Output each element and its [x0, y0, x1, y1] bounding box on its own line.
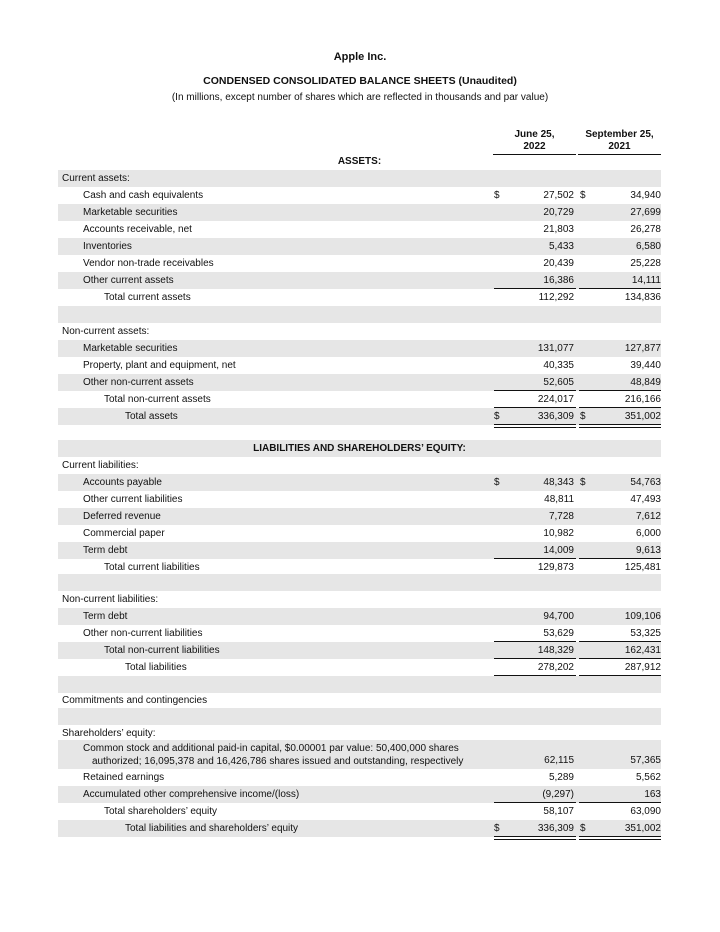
value-september-2021: 26,278 [630, 224, 661, 235]
value-june-2022: 48,343 [543, 477, 574, 488]
value-june-2022: 27,502 [543, 190, 574, 201]
value-september-2021: 6,000 [635, 528, 661, 539]
value-september-2021: 53,325 [630, 628, 661, 639]
value-september-2021: 6,580 [635, 241, 661, 252]
section-heading: LIABILITIES AND SHAREHOLDERS’ EQUITY: [253, 443, 466, 454]
value-september-2021: 7,612 [635, 511, 661, 522]
value-september-2021: 63,090 [630, 806, 661, 817]
row-label: Commitments and contingencies [62, 695, 208, 706]
table-row [58, 708, 661, 725]
table-row [58, 692, 661, 709]
value-june-2022: 10,982 [543, 528, 574, 539]
table-row [58, 238, 661, 255]
currency-symbol: $ [580, 190, 586, 201]
row-label: Other non-current assets [83, 377, 194, 388]
value-september-2021: 127,877 [624, 343, 661, 354]
value-june-2022: 131,077 [537, 343, 574, 354]
table-row [58, 740, 661, 769]
value-september-2021: 47,493 [630, 494, 661, 505]
row-label: Total liabilities and shareholders’ equity [125, 823, 299, 834]
column-header-label: September 25, 2021 [585, 129, 654, 152]
row-label: Total non-current liabilities [104, 645, 220, 656]
row-label: Total assets [125, 411, 178, 422]
row-label: Total liabilities [125, 662, 187, 673]
currency-symbol: $ [580, 477, 586, 488]
row-label: Total shareholders’ equity [104, 806, 218, 817]
currency-symbol: $ [580, 823, 586, 834]
value-september-2021: 351,002 [624, 411, 661, 422]
value-june-2022: 129,873 [537, 562, 574, 573]
column-header-september-2021 [578, 129, 661, 155]
table-row [58, 323, 661, 340]
value-june-2022: 14,009 [543, 545, 574, 556]
table-row [58, 591, 661, 608]
row-label: Vendor non-trade receivables [83, 258, 214, 269]
row-label: Commercial paper [83, 528, 165, 539]
table-row [58, 289, 661, 306]
value-june-2022: 53,629 [543, 628, 574, 639]
currency-symbol: $ [494, 411, 500, 422]
row-label: Total current assets [104, 292, 191, 303]
table-row [58, 676, 661, 693]
value-june-2022: 20,439 [543, 258, 574, 269]
value-june-2022: 148,329 [537, 645, 574, 656]
currency-symbol: $ [580, 411, 586, 422]
table-row [58, 491, 661, 508]
row-label: Accounts payable [83, 477, 162, 488]
table-row [58, 357, 661, 374]
value-june-2022: 94,700 [543, 611, 574, 622]
value-june-2022: 112,292 [538, 292, 574, 303]
row-label: Common stock and additional paid-in capital, $0.00001 par value: 50,400,000 shares authorized; 16,095,378 and 16,426,786 shares issued and outstanding, respectively [83, 743, 464, 767]
row-label: Inventories [83, 241, 132, 252]
currency-symbol: $ [494, 190, 500, 201]
column-header-label: June 25, 2022 [514, 129, 555, 152]
value-june-2022: 336,309 [537, 823, 574, 834]
value-june-2022: 278,202 [537, 662, 574, 673]
value-september-2021: 134,836 [624, 292, 661, 303]
row-label: Retained earnings [83, 772, 165, 783]
section-heading-row [58, 153, 661, 170]
table-row [58, 457, 661, 474]
table-row [58, 769, 661, 786]
row-label: Accumulated other comprehensive income/(loss) [83, 789, 300, 800]
row-label: Cash and cash equivalents [83, 190, 204, 201]
value-september-2021: 163 [644, 789, 661, 800]
row-label: Current assets: [62, 173, 130, 184]
table-row [58, 474, 661, 491]
value-june-2022: (9,297) [542, 789, 574, 800]
table-row [58, 820, 661, 837]
value-september-2021: 109,106 [624, 611, 661, 622]
table-row [58, 525, 661, 542]
value-june-2022: 16,386 [543, 275, 574, 286]
value-september-2021: 25,228 [630, 258, 661, 269]
value-june-2022: 224,017 [537, 394, 574, 405]
table-row [58, 786, 661, 803]
row-label: Shareholders’ equity: [62, 728, 156, 739]
statement-subtitle: (In millions, except number of shares which are reflected in thousands and par value) [171, 92, 549, 103]
row-label: Marketable securities [83, 343, 178, 354]
statement-title: CONDENSED CONSOLIDATED BALANCE SHEETS (Unaudited) [203, 75, 517, 87]
table-row [58, 642, 661, 659]
table-row [58, 391, 661, 408]
value-september-2021: 5,562 [635, 772, 661, 783]
section-heading: ASSETS: [337, 156, 382, 167]
value-june-2022: 5,433 [548, 241, 574, 252]
value-september-2021: 125,481 [624, 562, 661, 573]
value-june-2022: 58,107 [543, 806, 574, 817]
section-heading-row [58, 440, 661, 457]
value-june-2022: 40,335 [543, 360, 574, 371]
row-label: Term debt [83, 611, 128, 622]
table-row [58, 204, 661, 221]
value-june-2022: 336,309 [537, 411, 574, 422]
table-row [58, 255, 661, 272]
value-june-2022: 21,803 [543, 224, 574, 235]
row-label: Term debt [83, 545, 128, 556]
value-september-2021: 287,912 [624, 662, 661, 673]
value-september-2021: 34,940 [630, 190, 661, 201]
table-row [58, 803, 661, 820]
table-row [58, 508, 661, 525]
value-june-2022: 5,289 [548, 772, 574, 783]
value-september-2021: 14,111 [631, 275, 661, 286]
row-label: Total current liabilities [104, 562, 200, 573]
value-september-2021: 162,431 [624, 645, 661, 656]
table-row [58, 608, 661, 625]
value-september-2021: 48,849 [630, 377, 661, 388]
value-september-2021: 27,699 [630, 207, 661, 218]
value-june-2022: 52,605 [543, 377, 574, 388]
company-name: Apple Inc. [333, 51, 387, 63]
table-row [58, 170, 661, 187]
value-june-2022: 7,728 [548, 511, 574, 522]
value-september-2021: 351,002 [624, 823, 661, 834]
currency-symbol: $ [494, 823, 500, 834]
table-row [58, 374, 661, 391]
row-label: Other current liabilities [83, 494, 183, 505]
value-september-2021: 216,166 [624, 394, 661, 405]
value-september-2021: 57,365 [630, 755, 661, 766]
row-label: Total non-current assets [104, 394, 211, 405]
table-row [58, 306, 661, 323]
value-june-2022: 62,115 [544, 755, 574, 766]
table-row [58, 574, 661, 591]
column-header-june-2022 [493, 129, 576, 155]
row-label: Accounts receivable, net [83, 224, 192, 235]
row-label: Other non-current liabilities [83, 628, 203, 639]
table-row [58, 340, 661, 357]
value-september-2021: 54,763 [630, 477, 661, 488]
row-label: Property, plant and equipment, net [83, 360, 236, 371]
value-june-2022: 48,811 [544, 494, 574, 505]
table-row [58, 221, 661, 238]
value-june-2022: 20,729 [543, 207, 574, 218]
double-underline-rule [579, 836, 661, 840]
row-label: Deferred revenue [83, 511, 161, 522]
row-label: Marketable securities [83, 207, 178, 218]
row-label: Non-current liabilities: [62, 594, 159, 605]
row-label: Current liabilities: [62, 460, 139, 471]
value-september-2021: 9,613 [635, 545, 661, 556]
double-underline-rule [494, 836, 576, 840]
table-row [58, 272, 661, 289]
table-row [58, 659, 661, 676]
currency-symbol: $ [494, 477, 500, 488]
row-label: Non-current assets: [62, 326, 150, 337]
row-label: Other current assets [83, 275, 174, 286]
table-row [58, 408, 661, 425]
value-september-2021: 39,440 [630, 360, 661, 371]
table-row [58, 625, 661, 642]
table-row [58, 187, 661, 204]
table-row [58, 542, 661, 559]
